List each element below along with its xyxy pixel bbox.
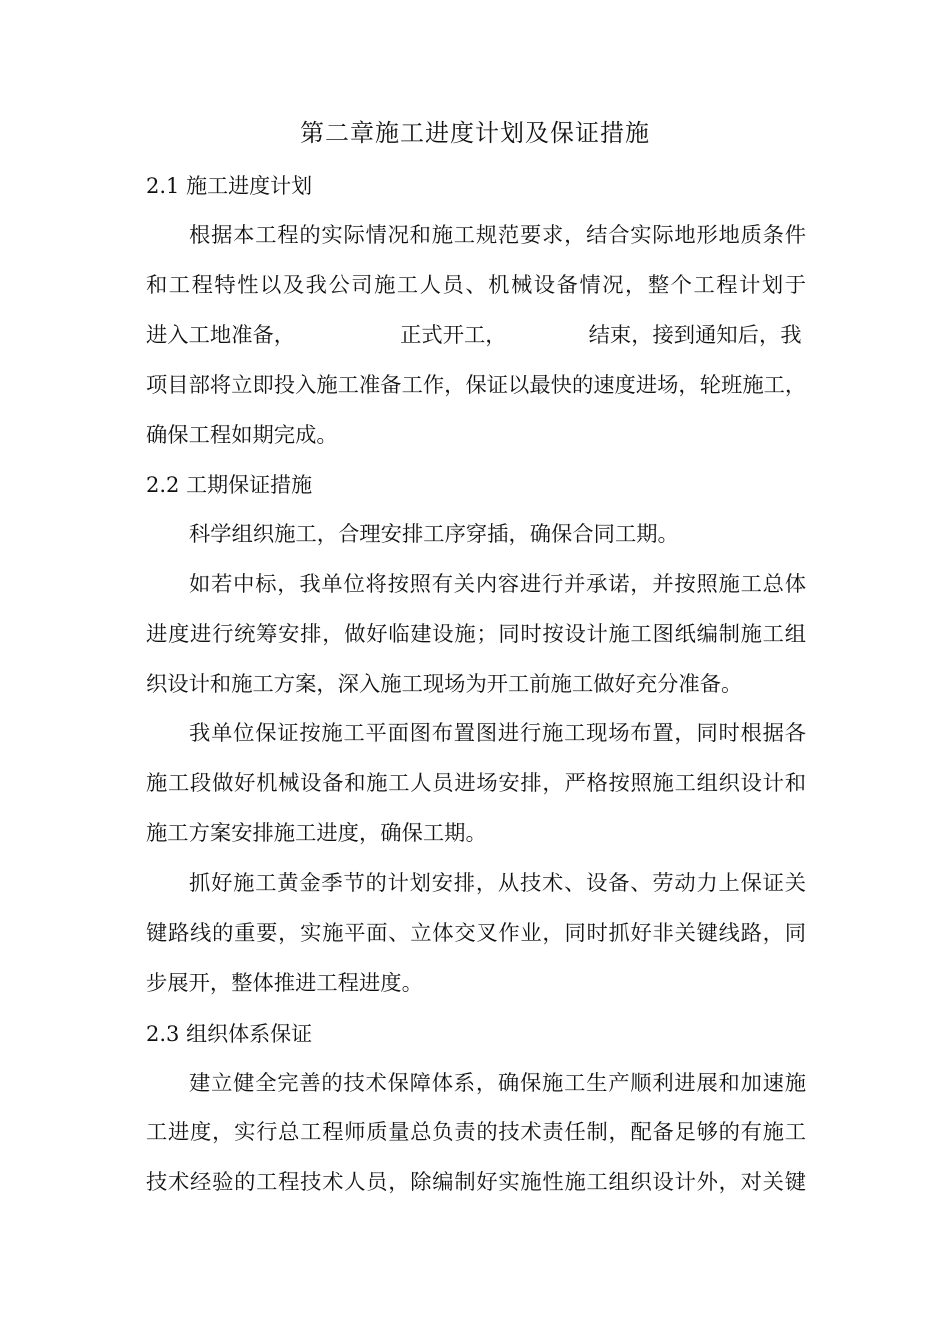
section-heading: 2.3 组织体系保证 (146, 1022, 313, 1046)
paragraph-line: 确保工程如期完成。 (146, 423, 338, 448)
paragraph-line: 根据本工程的实际情况和施工规范要求，结合实际地形地质条件 (189, 223, 806, 248)
section-heading: 2.1 施工进度计划 (146, 174, 313, 198)
paragraph-line: 抓好施工黄金季节的计划安排，从技术、设备、劳动力上保证关 (189, 871, 806, 896)
paragraph-line: 施工方案安排施工进度，确保工期。 (146, 821, 487, 846)
paragraph-line: 建立健全完善的技术保障体系，确保施工生产顺利进展和加速施 (189, 1071, 806, 1096)
paragraph-line: 技术经验的工程技术人员，除编制好实施性施工组织设计外，对关键 (146, 1170, 806, 1195)
paragraph-line: 进度进行统筹安排，做好临建设施；同时按设计施工图纸编制施工组 (146, 622, 806, 647)
paragraph-line: 科学组织施工，合理安排工序穿插，确保合同工期。 (189, 522, 679, 547)
paragraph-line: 施工段做好机械设备和施工人员进场安排，严格按照施工组织设计和 (146, 771, 806, 796)
paragraph-line: 项目部将立即投入施工准备工作，保证以最快的速度进场，轮班施工， (146, 373, 807, 398)
section-heading: 2.2 工期保证措施 (146, 473, 313, 497)
paragraph-line: 工进度，实行总工程师质量总负责的技术责任制，配备足够的有施工 (146, 1120, 806, 1145)
paragraph-line: 我单位保证按施工平面图布置图进行施工现场布置，同时根据各 (189, 721, 806, 746)
paragraph-line: 如若中标，我单位将按照有关内容进行并承诺，并按照施工总体 (189, 572, 806, 597)
schedule-part-prepare: 进入工地准备， (146, 323, 296, 348)
paragraph-line: 键路线的重要，实施平面、立体交叉作业，同时抓好非关键线路，同 (146, 921, 806, 946)
schedule-part-end: 结束，接到通知后，我 (588, 323, 802, 348)
paragraph-line: 织设计和施工方案，深入施工现场为开工前施工做好充分准备。 (146, 672, 743, 697)
page-title: 第二章施工进度计划及保证措施 (300, 119, 650, 147)
paragraph-line: 步展开，整体推进工程进度。 (146, 971, 423, 996)
schedule-part-start: 正式开工， (400, 323, 507, 348)
schedule-line (146, 318, 806, 354)
paragraph-line: 和工程特性以及我公司施工人员、机械设备情况，整个工程计划于 (146, 273, 806, 298)
